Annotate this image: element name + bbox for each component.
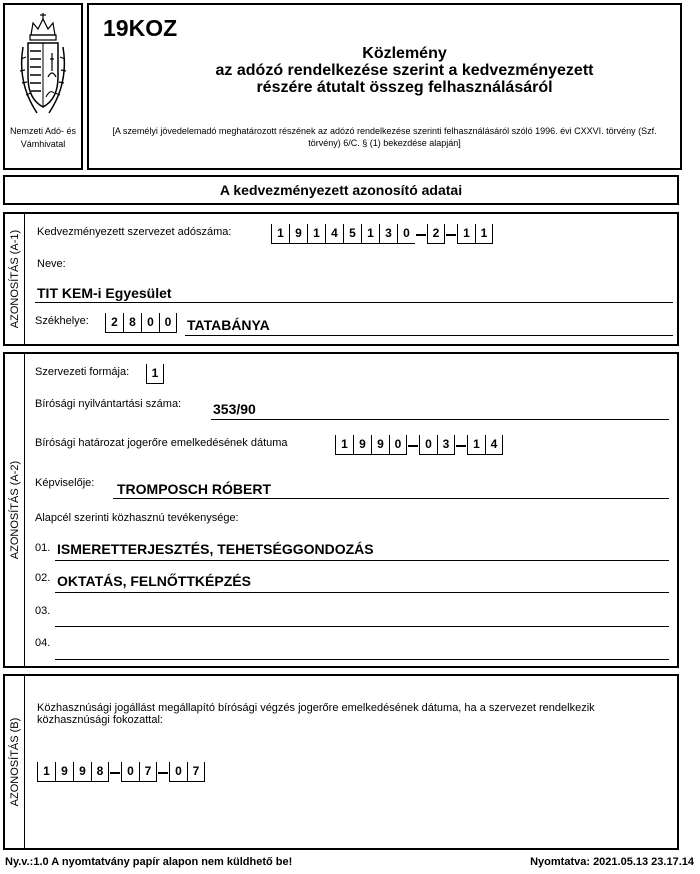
activity-underline — [55, 659, 669, 660]
date-digit: 7 — [139, 762, 157, 782]
tax-id-label: Kedvezményezett szervezet adószáma: — [37, 226, 232, 238]
form-title-box — [87, 3, 682, 170]
seat-label: Székhelye: — [35, 315, 89, 327]
tax-id-digit: 1 — [457, 224, 475, 244]
date-digit: 1 — [37, 762, 55, 782]
court-date-label: Bírósági határozat jogerőre emelkedésének dátuma — [35, 437, 288, 449]
activity-num: 02. — [35, 572, 51, 584]
agency-name: Nemzeti Adó- és Vámhivatal — [9, 126, 77, 149]
tax-id-digit: 4 — [325, 224, 343, 244]
legal-reference: [A személyi jövedelemadó meghatározott részének az adózó rendelkezése szerinti felhasználásáról szóló 1996. évi CXXVI. törvény (Szf. törvény) 6/C. § (1) bekezdése alapján] — [112, 126, 657, 148]
separator-dash — [407, 435, 419, 455]
section-heading: A kedvezményezett azonosító adatai — [3, 175, 679, 205]
date-digit: 1 — [467, 435, 485, 455]
name-underline — [35, 302, 673, 303]
name-label: Neve: — [37, 258, 66, 270]
org-form-label: Szervezeti formája: — [35, 366, 130, 378]
representative-underline — [113, 498, 669, 499]
form-code: 19KOZ — [103, 15, 178, 41]
activity-underline — [55, 592, 669, 593]
activity-text: OKTATÁS, FELNŐTTKÉPZÉS — [57, 573, 251, 589]
panel-a1 — [3, 212, 679, 346]
representative-value: TROMPOSCH RÓBERT — [117, 481, 271, 497]
tax-id-digit: 1 — [361, 224, 379, 244]
tax-id-digit: 2 — [427, 224, 445, 244]
court-reg-underline — [211, 419, 669, 420]
separator-dash — [455, 435, 467, 455]
public-benefit-desc: Közhasznúsági jogállást megállapító bírósági végzés jogerőre emelkedésének dátuma, ha a szervezet rendelkezik közhasznúsági fokozattal: — [37, 702, 595, 726]
activity-underline — [55, 626, 669, 627]
side-label-b: AZONOSÍTÁS (B) — [5, 676, 25, 848]
activity-text: ISMERETTERJESZTÉS, TEHETSÉGGONDOZÁS — [57, 541, 374, 557]
org-form-box — [146, 362, 164, 384]
date-digit: 9 — [55, 762, 73, 782]
panel-b — [3, 674, 679, 850]
court-reg-label: Bírósági nyilvántartási száma: — [35, 398, 182, 410]
footer-version-note: Ny.v.:1.0 A nyomtatvány papír alapon nem küldhető be! — [5, 856, 293, 868]
side-label-a1: AZONOSÍTÁS (A-1) — [5, 214, 25, 344]
zip-digit: 0 — [159, 313, 177, 333]
side-label-a2: AZONOSÍTÁS (A-2) — [5, 354, 25, 666]
tax-id-digit: 0 — [397, 224, 415, 244]
separator-dash — [109, 762, 121, 782]
agency-logo-box — [3, 3, 83, 170]
zip-digit: 0 — [141, 313, 159, 333]
zip-digit: 8 — [123, 313, 141, 333]
date-digit: 0 — [121, 762, 139, 782]
name-value: TIT KEM-i Egyesület — [37, 285, 172, 301]
date-digit: 1 — [335, 435, 353, 455]
date-digit: 9 — [353, 435, 371, 455]
date-digit: 9 — [371, 435, 389, 455]
tax-id-digit: 1 — [271, 224, 289, 244]
date-digit: 0 — [169, 762, 187, 782]
tax-id-digit: 3 — [379, 224, 397, 244]
separator-dash — [415, 224, 427, 244]
date-digit: 0 — [389, 435, 407, 455]
court-reg-value: 353/90 — [213, 401, 256, 417]
form-title — [129, 45, 680, 96]
activity-num: 04. — [35, 637, 51, 649]
activity-label: Alapcél szerinti közhasznú tevékenysége: — [35, 512, 239, 524]
date-digit: 9 — [73, 762, 91, 782]
footer-print-timestamp: Nyomtatva: 2021.05.13 23.17.14 — [530, 856, 694, 868]
date-digit: 8 — [91, 762, 109, 782]
date-digit: 7 — [187, 762, 205, 782]
city-value: TATABÁNYA — [187, 317, 270, 333]
separator-dash — [445, 224, 457, 244]
activity-underline — [55, 560, 669, 561]
public-benefit-date-digits — [37, 760, 205, 782]
activity-num: 03. — [35, 605, 51, 617]
coat-of-arms-icon — [17, 13, 69, 121]
representative-label: Képviselője: — [35, 477, 95, 489]
separator-dash — [157, 762, 169, 782]
tax-id-digits — [271, 222, 493, 244]
date-digit: 3 — [437, 435, 455, 455]
panel-a2 — [3, 352, 679, 668]
zip-digits — [105, 311, 177, 333]
tax-id-digit: 1 — [307, 224, 325, 244]
tax-id-digit: 9 — [289, 224, 307, 244]
title-line-2: az adózó rendelkezése szerint a kedvezményezett — [215, 62, 594, 79]
org-form-digit: 1 — [146, 364, 164, 384]
title-line-3: részére átutalt összeg felhasználásáról — [256, 79, 553, 96]
zip-digit: 2 — [105, 313, 123, 333]
court-date-digits — [335, 433, 503, 455]
tax-id-digit: 1 — [475, 224, 493, 244]
activity-num: 01. — [35, 542, 51, 554]
tax-id-digit: 5 — [343, 224, 361, 244]
date-digit: 4 — [485, 435, 503, 455]
title-line-1: Közlemény — [362, 45, 447, 62]
date-digit: 0 — [419, 435, 437, 455]
city-underline — [185, 335, 673, 336]
